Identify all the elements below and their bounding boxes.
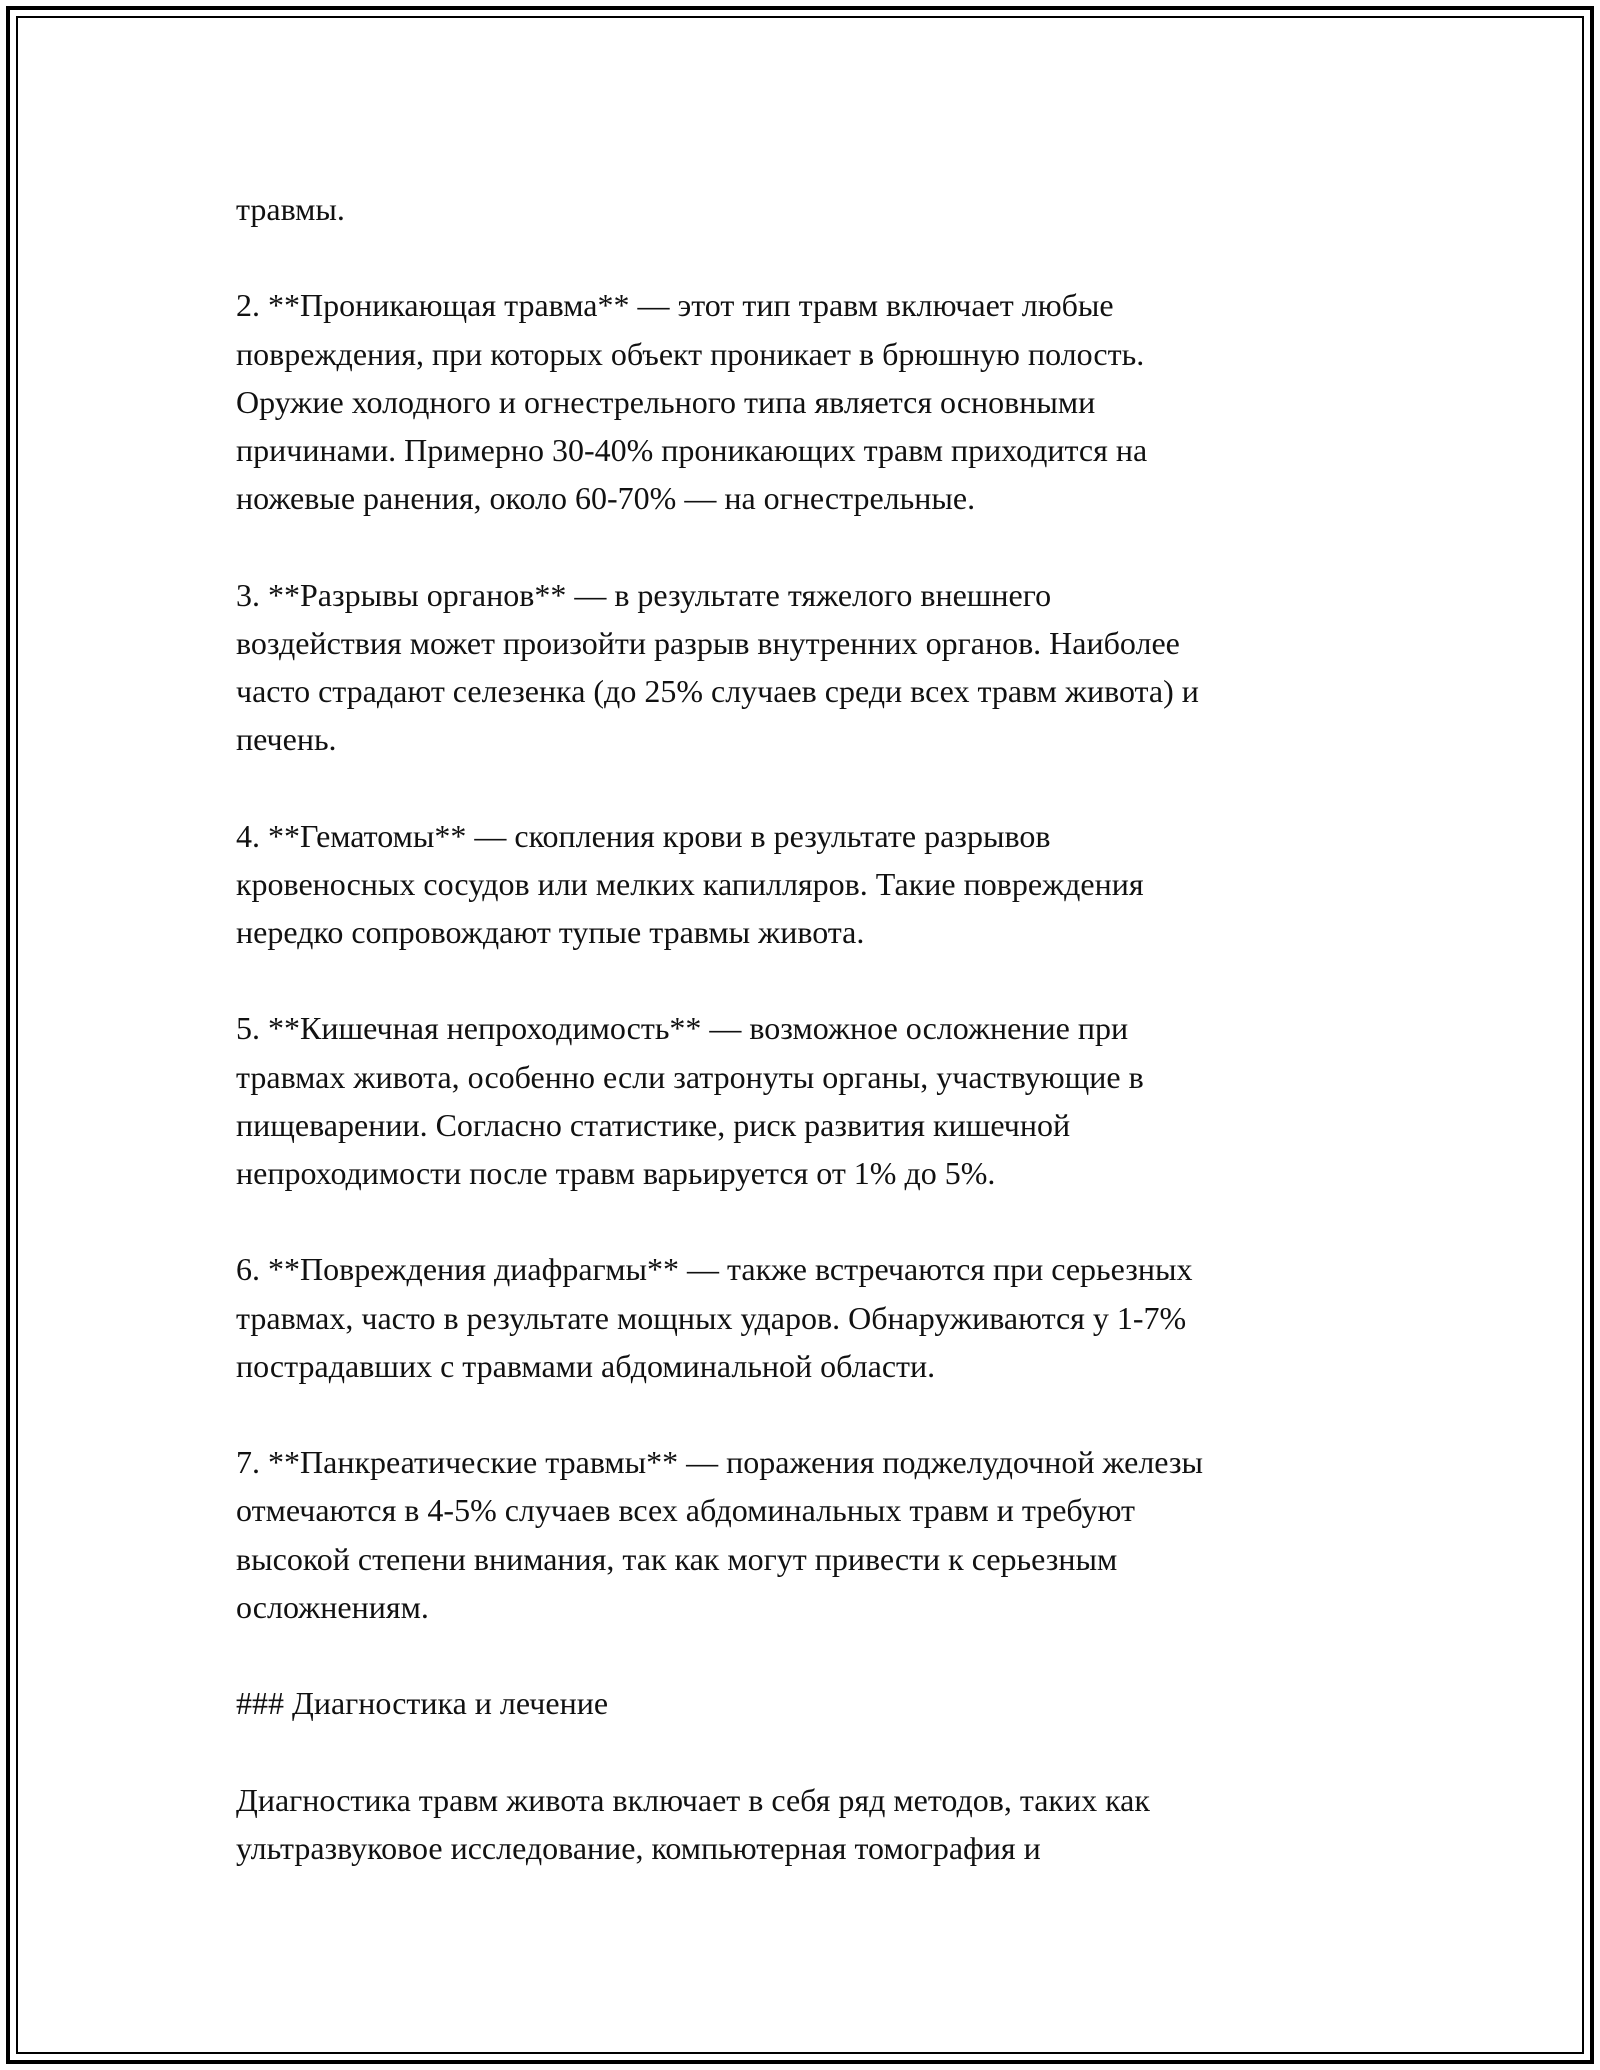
paragraph-continuation: травмы. — [236, 191, 345, 227]
paragraph-organ-ruptures: 3. **Разрывы органов** — в результате тяжелого внешнего воздействия может произойти разрыв внутренних органов. Наиболее часто страдают селезенка (до 25% случаев среди всех травм живота) и печень. — [236, 576, 1199, 758]
paragraph-intestinal-obstruction: 5. **Кишечная непроходимость** — возможное осложнение при травмах живота, особенно если затронуты органы, участвующие в пищеварении. Согласно статистике, риск развития кишечной непроходимости после травм варьируется от 1% до 5%. — [236, 1010, 1144, 1191]
paragraph-penetrating-trauma: 2. **Проникающая травма** — этот тип травм включает любые повреждения, при которых объект проникает в брюшную полость. Оружие холодного и огнестрельного типа является основными причинами. Примерно 30-40% проникающих травм приходится на ножевые ранения, около 60-70% — на огнестрельные. — [236, 287, 1148, 517]
paragraph-hematomas: 4. **Гематомы** — скопления крови в результате разрывов кровеносных сосудов или мелких капилляров. Такие повреждения нередко сопровождают тупые травмы живота. — [236, 817, 1144, 950]
section-heading-diagnostics: ### Диагностика и лечение — [236, 1685, 609, 1722]
document-body — [236, 185, 1376, 1872]
paragraph-diaphragm-injuries: 6. **Повреждения диафрагмы** — также встречаются при серьезных травмах, часто в результате мощных ударов. Обнаруживаются у 1-7% пострадавших с травмами абдоминальной области. — [236, 1251, 1193, 1384]
paragraph-pancreatic-trauma: 7. **Панкреатические травмы** — поражения поджелудочной железы отмечаются в 4-5% случаев всех абдоминальных травм и требуют высокой степени внимания, так как могут привести к серьезным осложнениям. — [236, 1444, 1204, 1625]
paragraph-diagnostics: Диагностика травм живота включает в себя ряд методов, таких как ультразвуковое исследование, компьютерная томография и — [236, 1781, 1150, 1866]
